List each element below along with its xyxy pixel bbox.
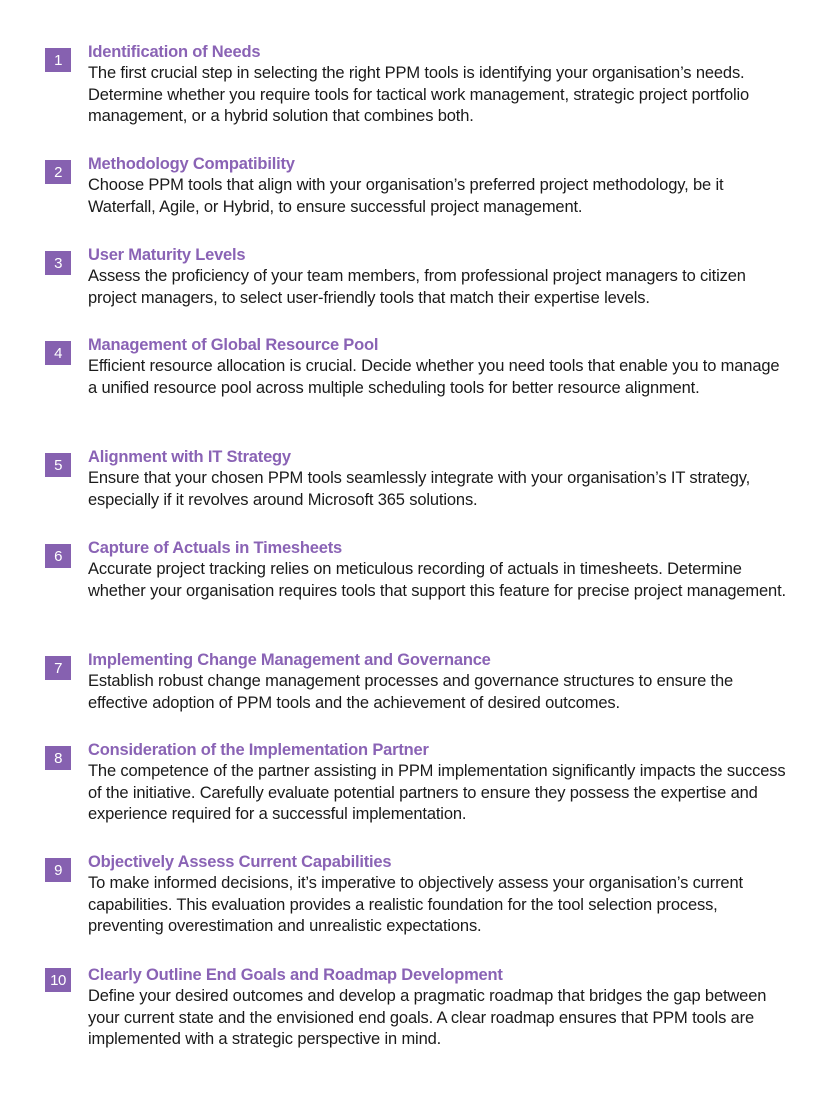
item-body: Establish robust change management processes and governance structures to ensure the effective adoption of PPM tools and the achievement of desired outcomes. (88, 672, 734, 712)
number-badge: 8 (45, 746, 71, 770)
item-content (88, 245, 788, 309)
item-content (88, 154, 788, 218)
item-content (88, 447, 788, 511)
number-badge: 1 (45, 48, 71, 72)
number-badge: 3 (45, 251, 71, 275)
number-badge: 10 (45, 968, 71, 992)
item-title: Alignment with IT Strategy (88, 448, 291, 466)
item-content (88, 650, 788, 714)
item-body: The competence of the partner assisting in PPM implementation significantly impacts the success of the initiative. Carefully evaluate potential partners to ensure they possess the expertise and experience required for a successful implementation. (88, 762, 786, 823)
item-body: Define your desired outcomes and develop a pragmatic roadmap that bridges the gap between your current state and the envisioned end goals. A clear roadmap ensures that PPM tools are implemented with a strategic perspective in mind. (88, 987, 767, 1048)
item-title: Management of Global Resource Pool (88, 336, 379, 354)
item-body: Ensure that your chosen PPM tools seamlessly integrate with your organisation’s IT strategy, especially if it revolves around Microsoft 365 solutions. (88, 469, 751, 509)
number-badge: 6 (45, 544, 71, 568)
item-body: The first crucial step in selecting the right PPM tools is identifying your organisation’s needs. Determine whether you require tools for tactical work management, strategic project portfolio management, or a hybrid solution that combines both. (88, 64, 750, 125)
item-content (88, 42, 788, 128)
item-title: Implementing Change Management and Governance (88, 651, 491, 669)
item-title: User Maturity Levels (88, 246, 246, 264)
item-body: Accurate project tracking relies on meticulous recording of actuals in timesheets. Determine whether your organisation requires tools that support this feature for precise project management. (88, 560, 786, 600)
item-title: Consideration of the Implementation Partner (88, 741, 429, 759)
item-body: Choose PPM tools that align with your organisation’s preferred project methodology, be it Waterfall, Agile, or Hybrid, to ensure successful project management. (88, 176, 724, 216)
item-body: Assess the proficiency of your team members, from professional project managers to citizen project managers, to select user-friendly tools that match their expertise levels. (88, 267, 746, 307)
item-title: Clearly Outline End Goals and Roadmap Development (88, 966, 503, 984)
item-content (88, 852, 788, 938)
item-body: Efficient resource allocation is crucial. Decide whether you need tools that enable you to manage a unified resource pool across multiple scheduling tools for better resource alignment. (88, 357, 780, 397)
number-badge: 5 (45, 453, 71, 477)
item-title: Methodology Compatibility (88, 155, 295, 173)
item-title: Objectively Assess Current Capabilities (88, 853, 392, 871)
item-content (88, 538, 788, 602)
number-badge: 4 (45, 341, 71, 365)
item-content (88, 335, 788, 399)
number-badge: 7 (45, 656, 71, 680)
item-body: To make informed decisions, it’s imperative to objectively assess your organisation’s current capabilities. This evaluation provides a realistic foundation for the tool selection process, preventing overestimation and unrealistic expectations. (88, 874, 743, 935)
item-title: Capture of Actuals in Timesheets (88, 539, 342, 557)
number-badge: 9 (45, 858, 71, 882)
item-content (88, 965, 788, 1051)
item-content (88, 740, 788, 826)
item-title: Identification of Needs (88, 43, 261, 61)
number-badge: 2 (45, 160, 71, 184)
